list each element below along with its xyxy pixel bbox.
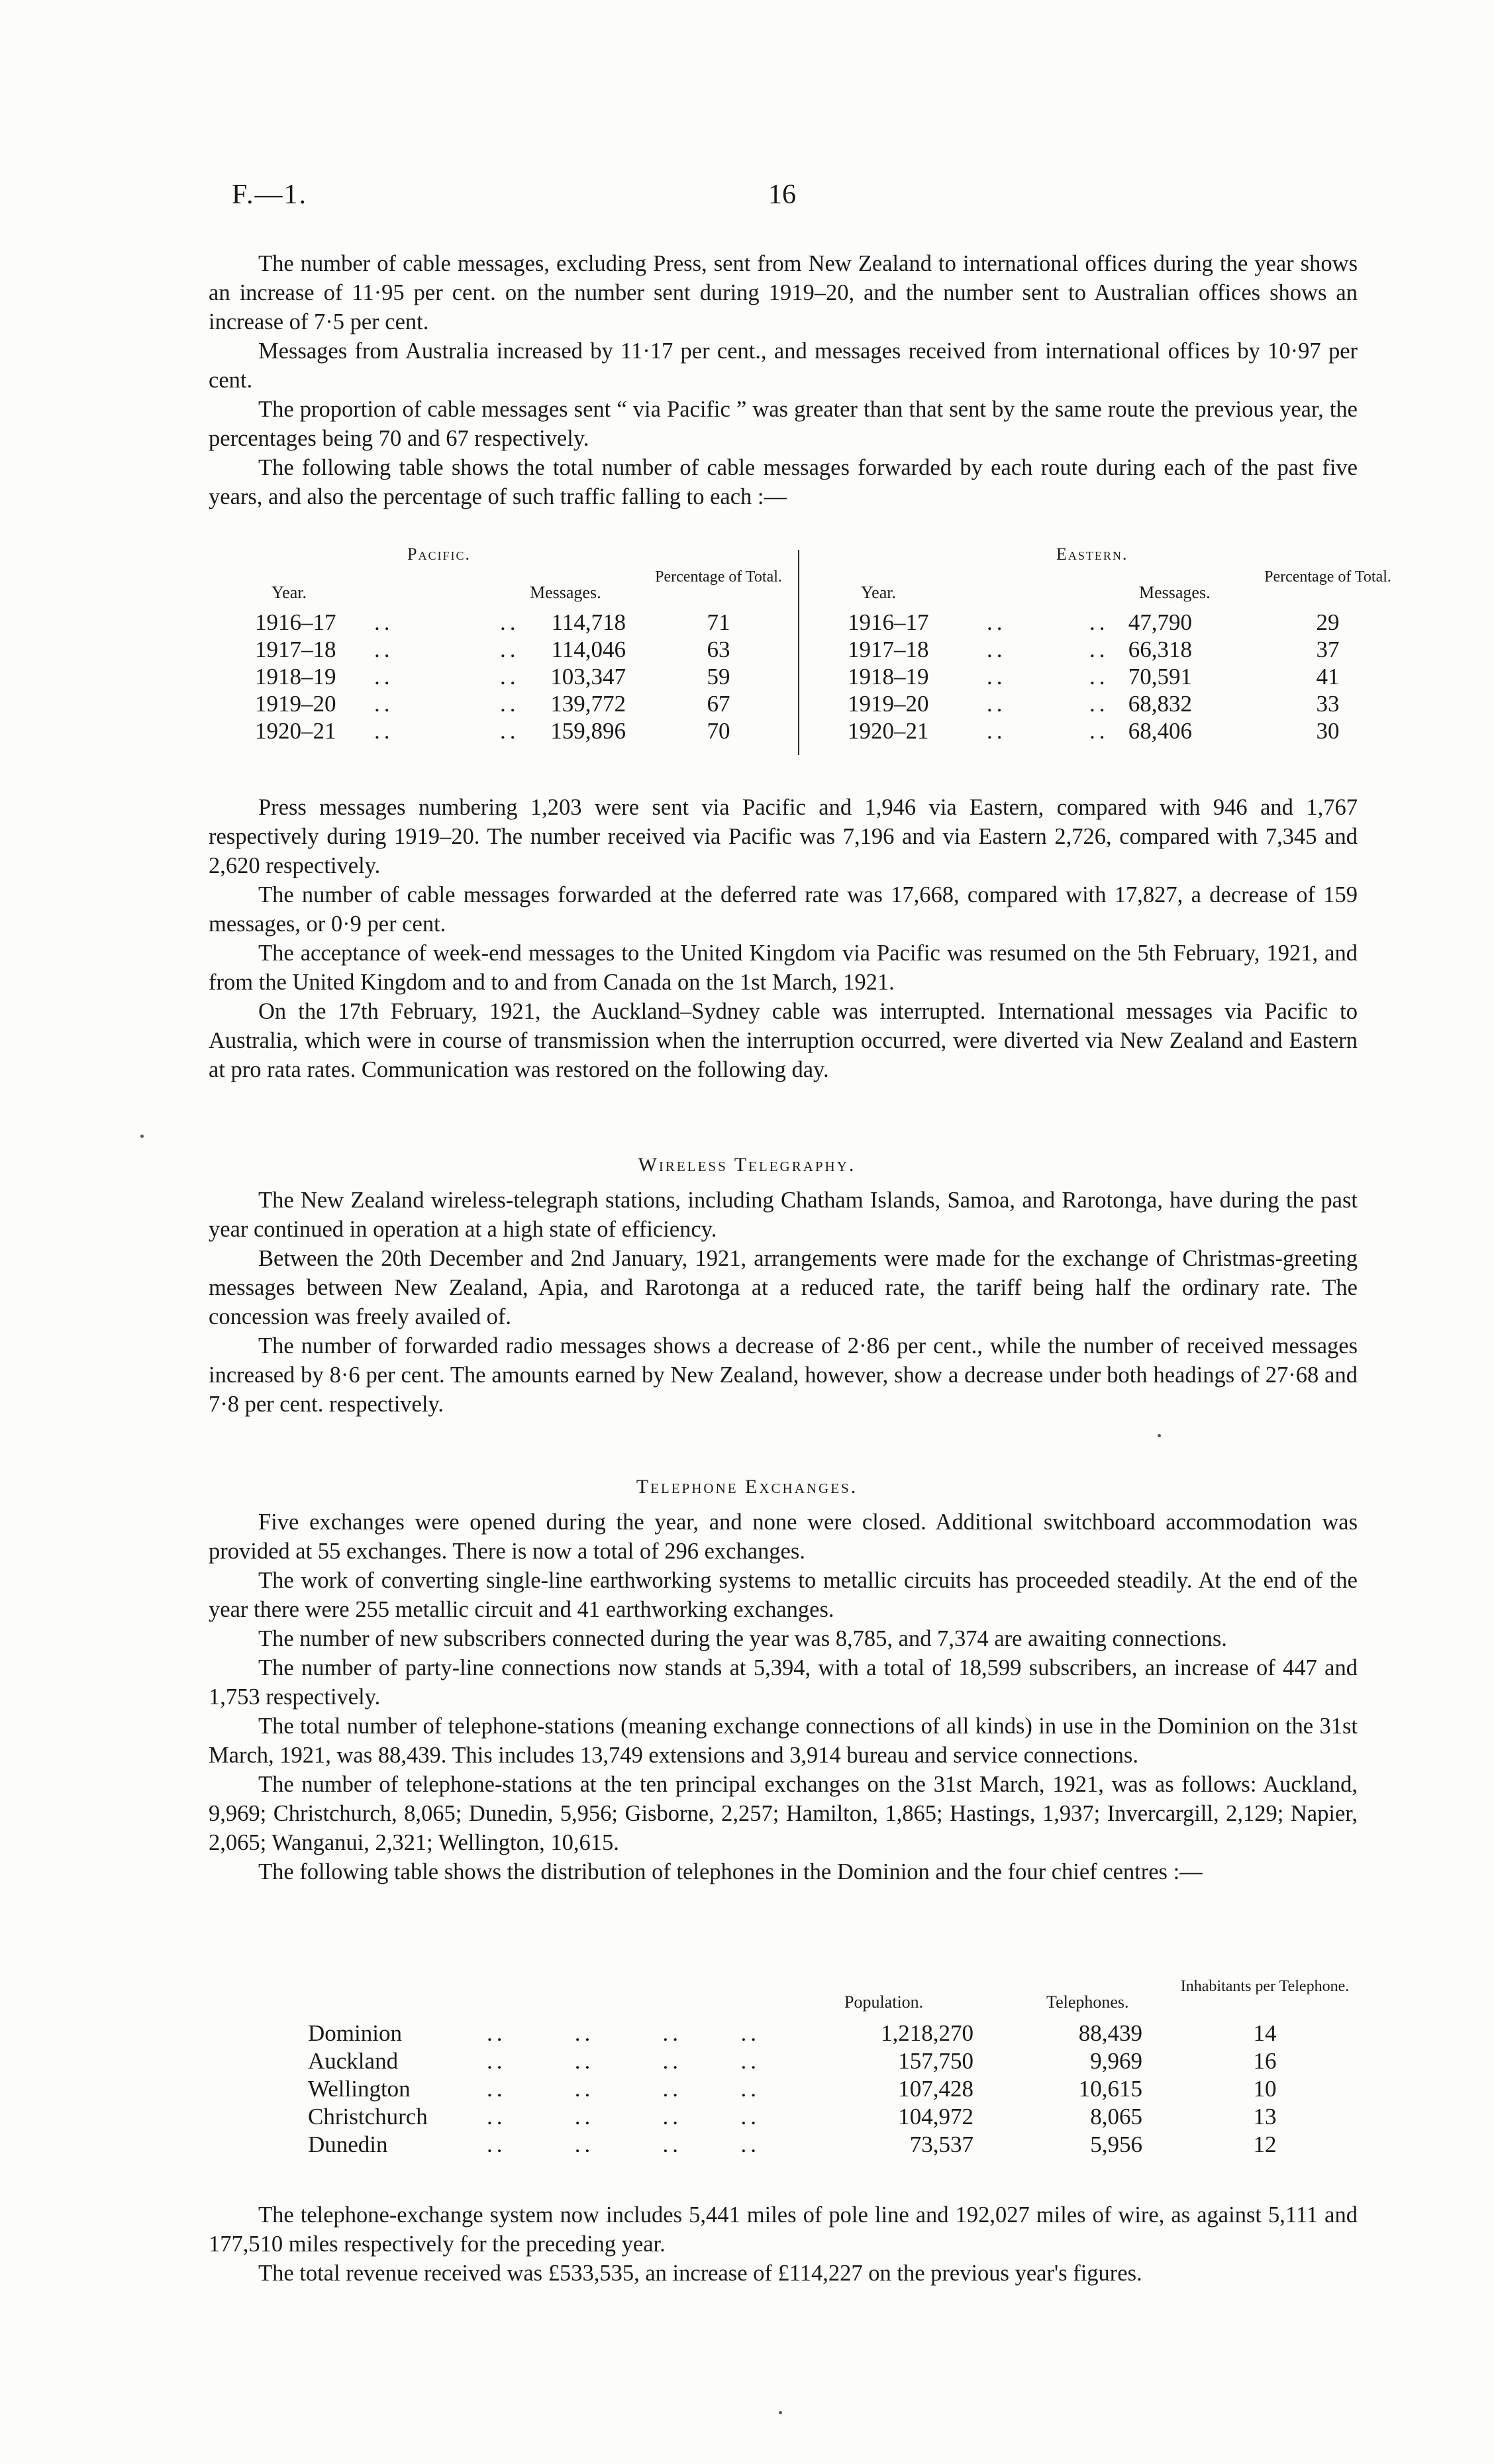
place-name: Dominion [308,2020,402,2046]
eastern-year: 1916–17 [848,609,929,635]
eastern-pct: 30 [1316,718,1340,744]
paragraph: The total number of telephone-stations (meaning exchange connections of all kinds) in use in the Dominion on the 31st March, 1921, was 88,439. This includes 13,749 extensions and 3,914 bureau and service connections. [209,1714,1358,1768]
pacific-title: Pacific. [407,544,471,564]
pacific-messages: 103,347 [550,664,626,690]
pacific-messages: 114,718 [551,609,626,635]
paragraph: The work of converting single-line earthworking systems to metallic circuits has proceeded steadily. At the end of the year there were 255 metallic circuit and 41 earthworking exchanges. [209,1568,1358,1622]
inhabitants: 12 [1253,2131,1277,2157]
paragraph: The acceptance of week-end messages to the United Kingdom via Pacific was resumed on the 5th February, 1921, and from the United Kingdom and to and from Canada on the 1st March, 1921. [209,941,1358,995]
inhabitants: 13 [1253,2104,1277,2130]
col-percentage: Percentage of Total. [655,568,782,586]
pacific-pct: 59 [707,664,730,690]
place-name: Auckland [308,2048,399,2074]
telephone-distribution-table: Population. Telephones. Inhabitants per Telephone. Dominion .. .. .. .. 1,218,270 88,439 14 Auckland .. .. .. .. 157,750 9,969 16 Wellington .. .. .. .. 107,428 10,615 10 Christchurch .. .. .. .. 104,972 8,065 13 Dunedin .. .. .. .. 73,537 5,956 12 [0,0,1494,2186]
paragraph: The number of party-line connections now stands at 5,394, with a total of 18,599 subscribers, an increase of 447 and 1,753 respectively. [209,1655,1358,1710]
eastern-messages: 47,790 [1128,609,1192,635]
report-reference: F.—1. [232,180,307,210]
col-telephones: Telephones. [1046,1992,1129,2012]
paragraph: Press messages numbering 1,203 were sent via Pacific and 1,946 via Eastern, compared with 946 and 1,767 respectively during 1919–20. The number received via Pacific was 7,196 and via Eastern 2,726, compared with 7,345 and 2,620 respectively. [209,795,1358,878]
eastern-title: Eastern. [1056,544,1128,564]
population: 1,218,270 [881,2020,973,2046]
pacific-pct: 70 [707,718,730,744]
pacific-pct: 63 [707,637,730,662]
pacific-pct: 67 [707,691,730,717]
col-messages: Messages. [530,583,601,602]
eastern-messages: 70,591 [1128,664,1192,690]
pacific-year: 1917–18 [255,637,336,662]
inhabitants: 10 [1253,2076,1277,2102]
eastern-messages: 66,318 [1128,637,1192,662]
paragraph: The number of new subscribers connected during the year was 8,785, and 7,374 are awaiting connections. [258,1626,1227,1651]
paragraph: The proportion of cable messages sent “ via Pacific ” was greater than that sent by the same route the previous year, the percentages being 70 and 67 respectively. [209,397,1358,451]
col-year: Year. [272,583,307,602]
page-number: 16 [768,180,796,210]
paragraph: On the 17th February, 1921, the Auckland–Sydney cable was interrupted. International messages via Pacific to Australia, which were in course of transmission when the interruption occurred, were diverted via New Zealand and Eastern at pro rata rates. Communication was restored on the following day. [209,999,1358,1082]
eastern-pct: 33 [1316,691,1340,717]
pacific-year: 1916–17 [255,609,336,635]
paragraph: The total revenue received was £533,535, an increase of £114,227 on the previous year's figures. [258,2261,1142,2286]
eastern-year: 1918–19 [848,664,929,690]
section-heading-wireless: Wireless Telegraphy. [638,1154,856,1176]
cable-messages-table: Pacific. Eastern. Year. Messages. Percentage of Total. Year. Messages. Percentage of Total. 1916–17 .. .. 114,718 71 1917–18 .. .. 114,046 63 1918–19 .. .. 103,347 59 1919–20 .. .. 139,772 67 1920–21 .. .. 159,896 70 1916–17 .. .. 47,790 29 1917–18 .. .. 66,318 37 1918–19 .. .. 70,591 41 1919–20 .. .. 68,832 33 1920–21 .. .. 68,406 30 [0,0,1494,795]
population: 107,428 [898,2076,973,2102]
place-name: Dunedin [308,2131,388,2157]
eastern-pct: 29 [1316,609,1340,635]
place-name: Wellington [308,2076,411,2102]
eastern-year: 1919–20 [848,691,929,717]
pacific-year: 1920–21 [255,718,336,744]
paragraph: The number of cable messages forwarded at the deferred rate was 17,668, compared with 17,827, a decrease of 159 messages, or 0·9 per cent. [209,882,1358,937]
telephones: 8,065 [1090,2104,1142,2130]
telephones: 88,439 [1078,2020,1142,2046]
population: 73,537 [909,2131,973,2157]
telephones: 9,969 [1090,2048,1142,2074]
paragraph: Five exchanges were opened during the year, and none were closed. Additional switchboard accommodation was provided at 55 exchanges. There is now a total of 296 exchanges. [209,1510,1358,1564]
telephones: 5,956 [1090,2131,1142,2157]
scan-speck [779,2411,782,2414]
col-population: Population. [844,1992,924,2012]
eastern-year: 1920–21 [848,718,929,744]
col-year: Year. [861,583,896,602]
eastern-pct: 41 [1316,664,1340,690]
paragraph: The number of forwarded radio messages shows a decrease of 2·86 per cent., while the number of received messages increased by 8·6 per cent. The amounts earned by New Zealand, however, show a decrease under both headings of 27·68 and 7·8 per cent. respectively. [209,1333,1358,1417]
scan-speck [1158,1434,1161,1437]
population: 157,750 [898,2048,973,2074]
pacific-messages: 159,896 [550,718,626,744]
paragraph: The telephone-exchange system now includes 5,441 miles of pole line and 192,027 miles of wire, as against 5,111 and 177,510 miles respectively for the preceding year. [209,2202,1358,2257]
place-name: Christchurch [308,2104,428,2130]
pacific-messages: 139,772 [550,691,626,717]
closing-section [209,2200,1358,2288]
col-messages: Messages. [1139,583,1211,602]
scan-speck [140,1135,144,1138]
col-percentage: Percentage of Total. [1264,568,1391,586]
eastern-year: 1917–18 [848,637,929,662]
paragraph: The following table shows the total number of cable messages forwarded by each route during each of the past five years, and also the percentage of such traffic falling to each :— [209,455,1358,509]
population: 104,972 [898,2104,973,2130]
section-heading-telephone: Telephone Exchanges. [636,1476,858,1498]
pacific-messages: 114,046 [551,637,626,662]
col-inhabitants: Inhabitants per Telephone. [1180,1978,1350,1995]
pacific-year: 1919–20 [255,691,336,717]
paragraph: Messages from Australia increased by 11·17 per cent., and messages received from international offices by 10·97 per cent. [209,338,1358,393]
paragraph: The following table shows the distribution of telephones in the Dominion and the four chief centres :— [258,1859,1203,1884]
paragraph: Between the 20th December and 2nd January, 1921, arrangements were made for the exchange of Christmas-greeting messages between New Zealand, Apia, and Rarotonga at a reduced rate, the tariff being half the ordinary rate. The concession was freely availed of. [209,1246,1358,1329]
eastern-messages: 68,832 [1128,691,1192,717]
eastern-messages: 68,406 [1128,718,1192,744]
telephones: 10,615 [1078,2076,1142,2102]
paragraph: The New Zealand wireless-telegraph stations, including Chatham Islands, Samoa, and Rarotonga, have during the past year continued in operation at a high state of efficiency. [209,1188,1358,1242]
eastern-pct: 37 [1316,637,1340,662]
inhabitants: 14 [1253,2020,1277,2046]
inhabitants: 16 [1253,2048,1277,2074]
pacific-pct: 71 [707,609,730,635]
paragraph: The number of cable messages, excluding Press, sent from New Zealand to international offices during the year shows an increase of 11·95 per cent. on the number sent during 1919–20, and the number sent to Australian offices shows an increase of 7·5 per cent. [209,251,1358,334]
pacific-year: 1918–19 [255,664,336,690]
paragraph: The number of telephone-stations at the ten principal exchanges on the 31st March, 1921, was as follows: Auckland, 9,969; Christchurch, 8,065; Dunedin, 5,956; Gisborne, 2,257; Hamilton, 1,865; Hastings, 1,937; Invercargill, 2,129; Napier, 2,065; Wanganui, 2,321; Wellington, 10,615. [209,1772,1358,1855]
